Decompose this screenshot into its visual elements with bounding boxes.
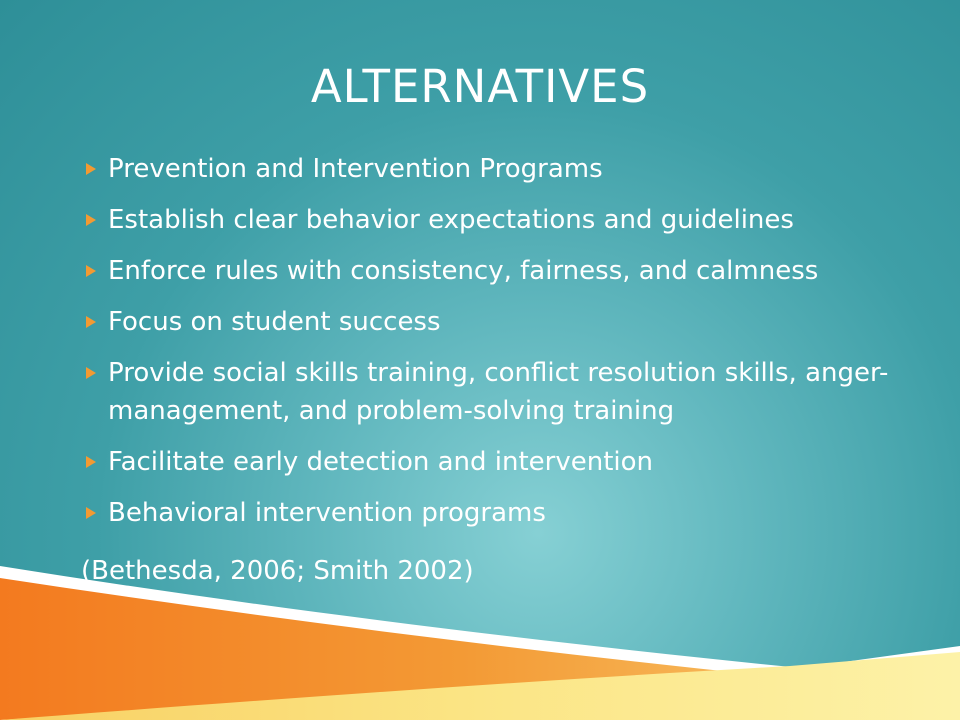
bullet-text: Establish clear behavior expectations and guidelines: [108, 205, 794, 235]
bullet-item: [84, 150, 904, 188]
slide-title: ALTERNATIVES: [310, 60, 650, 113]
bullet-arrow-icon: [86, 507, 96, 519]
bullet-text: Enforce rules with consistency, fairness, and calmness: [108, 256, 819, 286]
bullet-item: [84, 354, 904, 430]
bullet-text: Provide social skills training, conflict resolution skills, anger-management, and problem-solving training: [108, 358, 889, 426]
citation-text: (Bethesda, 2006; Smith 2002): [81, 556, 474, 586]
bullet-item: [84, 252, 904, 290]
bullet-arrow-icon: [86, 367, 96, 379]
bullet-item: [84, 201, 904, 239]
bullet-arrow-icon: [86, 456, 96, 468]
bullet-list: [84, 150, 904, 545]
bullet-item: [84, 303, 904, 341]
bullet-text: Behavioral intervention programs: [108, 498, 546, 528]
bullet-item: [84, 494, 904, 532]
bullet-text: Prevention and Intervention Programs: [108, 154, 603, 184]
bullet-arrow-icon: [86, 163, 96, 175]
bullet-text: Focus on student success: [108, 307, 441, 337]
bullet-arrow-icon: [86, 214, 96, 226]
bullet-item: [84, 443, 904, 481]
bullet-arrow-icon: [86, 316, 96, 328]
bullet-arrow-icon: [86, 265, 96, 277]
bullet-text: Facilitate early detection and intervention: [108, 447, 654, 477]
